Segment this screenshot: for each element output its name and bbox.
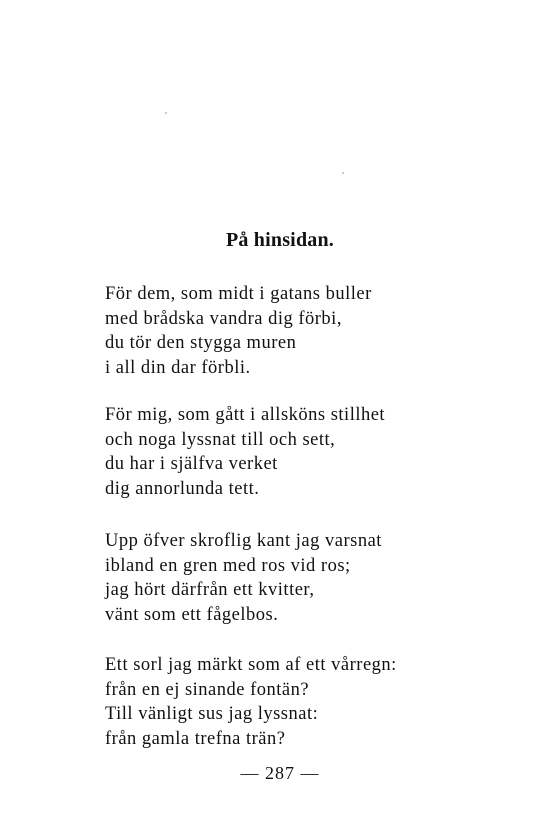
verse-line: i all din dar förbli. bbox=[105, 357, 251, 378]
verse-line: vänt som ett fågelbos. bbox=[105, 604, 279, 625]
verse-line: från gamla trefna trän? bbox=[105, 728, 286, 749]
verse-line: jag hört därfrån ett kvitter, bbox=[105, 580, 315, 600]
verse-line: För mig, som gått i allsköns stillhet bbox=[105, 405, 386, 425]
verse-line: Till vänligt sus jag lyssnat: bbox=[105, 704, 319, 724]
verse-line: Ett sorl jag märkt som af ett vårregn: bbox=[105, 655, 397, 675]
paper-speck bbox=[165, 112, 167, 114]
stanza-2 bbox=[105, 403, 385, 501]
verse-line: från en ej sinande fontän? bbox=[105, 679, 310, 700]
verse-line: Upp öfver skroflig kant jag varsnat bbox=[105, 531, 382, 551]
verse-line: För dem, som midt i gatans buller bbox=[105, 284, 372, 304]
stanza-4 bbox=[105, 653, 397, 751]
stanza-3 bbox=[105, 529, 382, 627]
stanza-1 bbox=[105, 282, 372, 380]
verse-line: du tör den stygga muren bbox=[105, 333, 297, 353]
verse-line: med brådska vandra dig förbi, bbox=[105, 308, 342, 329]
verse-line: ibland en gren med ros vid ros; bbox=[105, 555, 351, 576]
poem-title: På hinsidan. bbox=[225, 229, 334, 251]
page-number: — 287 — bbox=[240, 763, 320, 783]
verse-line: du har i själfva verket bbox=[105, 454, 278, 474]
verse-line: och noga lyssnat till och sett, bbox=[105, 429, 336, 450]
verse-line: dig annorlunda tett. bbox=[105, 478, 260, 499]
paper-speck bbox=[342, 172, 344, 174]
